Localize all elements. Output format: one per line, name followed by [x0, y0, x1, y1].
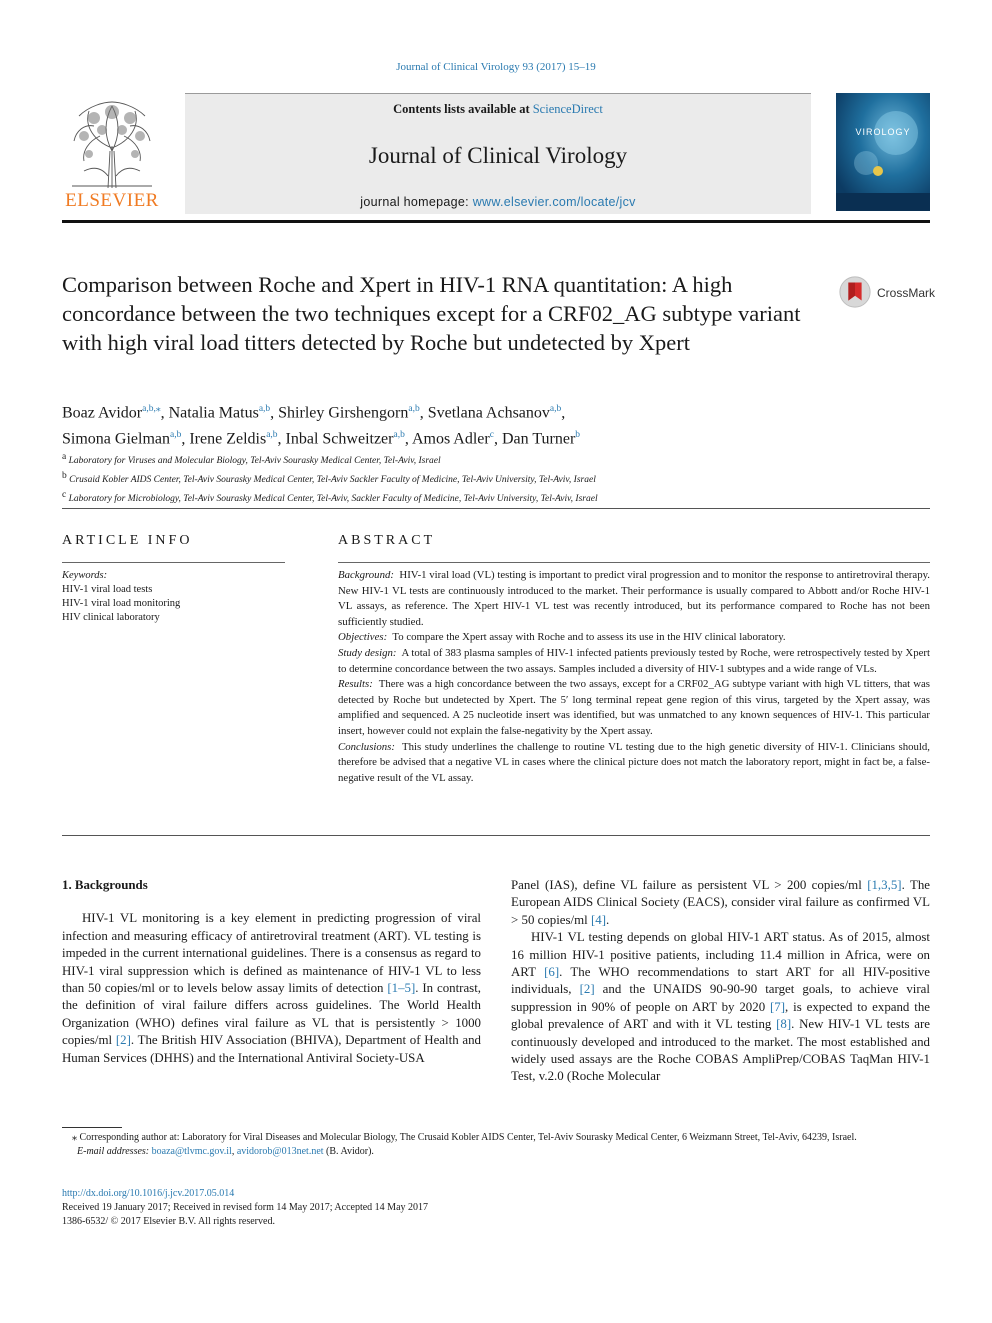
- author-name[interactable]: Svetlana Achsanov: [427, 404, 550, 422]
- body-paragraph: [62, 910, 481, 1067]
- abstract-heading: ABSTRACT: [338, 533, 436, 548]
- author-separator: ,: [561, 404, 566, 422]
- article-title: Comparison between Roche and Xpert in HIV-1 RNA quantitation: A high concordance between the two techniques except for a CRF02_AG subtype variant with high viral load titters detected by Roche but undetected by Xpert: [62, 272, 801, 355]
- body-column-right: [511, 877, 930, 1086]
- author-separator: ,: [419, 404, 428, 422]
- copyright: 1386-6532/ © 2017 Elsevier B.V. All rights reserved.: [62, 1216, 275, 1227]
- abstract-study-design: [338, 646, 930, 677]
- affiliation-text: Crusaid Kobler AIDS Center, Tel-Aviv Sourasky Medical Center, Tel-Aviv Sackler Faculty of Medicine, Tel-Aviv University, Tel-Aviv, Israel: [69, 475, 596, 486]
- keyword-item: HIV clinical laboratory: [62, 612, 160, 623]
- elsevier-tree-icon: [64, 96, 160, 192]
- author-affiliation-mark[interactable]: a,b: [258, 404, 271, 414]
- author-name[interactable]: Dan Turner: [501, 430, 576, 448]
- homepage-link[interactable]: www.elsevier.com/locate/jcv: [472, 195, 636, 209]
- abstract-label: Objectives:: [338, 631, 388, 644]
- email-link[interactable]: avidorob@013net.net: [236, 1146, 324, 1157]
- contents-line: [185, 102, 811, 117]
- doi-link[interactable]: http://dx.doi.org/10.1016/j.jcv.2017.05.014: [62, 1188, 235, 1199]
- header-rule: [62, 220, 930, 223]
- sciencedirect-link[interactable]: ScienceDirect: [532, 102, 603, 116]
- author-name[interactable]: Boaz Avidor: [62, 404, 143, 422]
- cover-title: VIROLOGY: [855, 127, 911, 137]
- abstract-results: [338, 677, 930, 739]
- text-run: HIV-1 VL testing depends on global HIV-1 ART status. As of 2015, almost 16 million HIV-1 positive patients, including 11.4 million in Africa, were on ART: [511, 930, 930, 980]
- section-heading: 1. Backgrounds: [62, 878, 148, 892]
- author-separator: ,: [181, 430, 190, 448]
- author-name[interactable]: Irene Zeldis: [189, 430, 267, 448]
- divider: [338, 562, 930, 563]
- corresponding-author-note: [62, 1131, 930, 1145]
- author-affiliation-mark[interactable]: b: [575, 430, 581, 441]
- author-affiliation-mark[interactable]: c: [489, 430, 494, 441]
- abstract-text: There was a high concordance between the two assays, except for a CRF02_AG subtype variant with high VL titters, that was detected by Roche but undetected by Xpert. The 5′ long terminal repeat gene region of this virus, targeted by the Xpert assay, was amplified and sequenced. A 25 nucleotide insert was identified, but was unmatched to any known sequences of HIV-1. This particular insert, however could not explain the false-negativity by the Xpert assay.: [338, 678, 930, 737]
- footnote-rule: [62, 1127, 122, 1128]
- article-info-heading: ARTICLE INFO: [62, 533, 193, 548]
- keyword-item: HIV-1 viral load tests: [62, 584, 153, 595]
- text-run: . In contrast, the definition of viral failure differs across guidelines. The World Health Organization (WHO) defines viral failure as VL that is persistently > 1000 copies/ml: [62, 981, 482, 1048]
- author-affiliation-mark[interactable]: a,b: [393, 430, 405, 441]
- email-label: E-mail addresses:: [77, 1146, 150, 1157]
- author-separator: ,: [160, 404, 169, 422]
- divider: [62, 835, 930, 836]
- abstract-label: Conclusions:: [338, 740, 395, 753]
- article-footer: [62, 1187, 930, 1229]
- affiliation-item: [62, 469, 930, 488]
- author-affiliation-mark[interactable]: a,b,: [142, 404, 156, 414]
- author-affiliation-mark[interactable]: a,b: [549, 404, 562, 414]
- author-separator: ,: [404, 430, 412, 448]
- text-run: .: [605, 912, 610, 927]
- citation-link[interactable]: [1,3,5]: [867, 878, 902, 892]
- citation-link[interactable]: [7]: [770, 999, 786, 1014]
- corresponding-text: Corresponding author at: Laboratory for Viral Diseases and Molecular Biology, The Crusaid Kobler AIDS Center, Tel-Aviv Sourasky Medical Center, 6 Weizmann Street, Tel-Aviv, 64239, Israel.: [79, 1132, 857, 1143]
- text-run: Panel (IAS), define VL failure as persistent VL > 200 copies/ml: [511, 878, 868, 892]
- abstract-text: To compare the Xpert assay with Roche and to assess its use in the HIV clinical laboratory.: [392, 631, 786, 644]
- affiliation-list: [62, 450, 930, 507]
- affiliation-text: Laboratory for Microbiology, Tel-Aviv Sourasky Medical Center, Tel-Aviv, Sackler Faculty of Medicine, Tel-Aviv University, Tel-Aviv, Israel: [68, 494, 598, 505]
- abstract-text: A total of 383 plasma samples of HIV-1 infected patients previously tested by Roche, were retrospectively tested by Xpert to determine concordance between the two assays. Samples included a diversity of HIV-1 subtypes and a wide range of VLs.: [338, 646, 930, 675]
- author-separator: ,: [277, 430, 286, 448]
- keywords-label: Keywords:: [62, 570, 108, 581]
- keywords-block: [62, 569, 292, 625]
- citation-link[interactable]: [2]: [579, 982, 595, 997]
- citation-link[interactable]: [2]: [115, 1033, 131, 1048]
- text-run: . The WHO recommendations to start ART for all HIV-positive individuals,: [511, 965, 931, 997]
- corresponding-author-mark[interactable]: ⁎: [155, 404, 161, 414]
- journal-banner: [185, 93, 811, 214]
- author-separator: ,: [270, 404, 279, 422]
- author-name[interactable]: Amos Adler: [411, 430, 490, 448]
- abstract-conclusions: [338, 740, 930, 787]
- citation-link[interactable]: [6]: [544, 965, 560, 980]
- citation-link[interactable]: [8]: [776, 1017, 792, 1032]
- divider: [62, 508, 930, 509]
- journal-cover-image: [836, 93, 930, 211]
- author-affiliation-mark[interactable]: a,b: [169, 430, 182, 441]
- affiliation-item: [62, 450, 930, 469]
- body-paragraph: [511, 877, 930, 929]
- homepage-line: [185, 195, 811, 209]
- body-paragraph: [511, 929, 930, 1086]
- body-column-left: [62, 877, 481, 1067]
- email-suffix: (B. Avidor).: [323, 1146, 374, 1157]
- keyword-item: HIV-1 viral load monitoring: [62, 598, 181, 609]
- affiliation-item: [62, 488, 930, 507]
- abstract-label: Study design:: [338, 646, 397, 659]
- abstract-objectives: [338, 630, 930, 646]
- text-run: . The European AIDS Clinical Society (EACS), consider viral failure as confirmed VL > 50 copies/ml: [511, 878, 930, 927]
- author-affiliation-mark[interactable]: a,b: [266, 430, 278, 441]
- author-name[interactable]: Shirley Girshengorn: [278, 404, 409, 422]
- author-separator: ,: [493, 430, 502, 448]
- affiliation-mark: b: [62, 471, 67, 482]
- homepage-label: journal homepage:: [360, 195, 473, 209]
- elsevier-wordmark: ELSEVIER: [65, 190, 159, 211]
- text-run: HIV-1 VL monitoring is a key element in predicting progression of viral infection and measuring efficacy of antiretroviral treatment (ART). VL testing is impeded in the current international guidelines. There is a consensus as regard to HIV-1 viral suppression which is defined as maintenance of HIV-1 VL to less than 50 copies/ml or to levels below assay limits of detection: [62, 911, 481, 996]
- text-run: , is expected to expand the global prevalence of ART and with it VL testing: [511, 999, 930, 1032]
- author-affiliation-mark[interactable]: a,b: [408, 404, 420, 414]
- email-note: [62, 1145, 930, 1159]
- contents-label: Contents lists available at: [393, 102, 533, 116]
- journal-cover[interactable]: [836, 93, 930, 211]
- affiliation-mark: a: [62, 452, 67, 462]
- abstract-label: Background:: [338, 569, 394, 581]
- abstract-background: [338, 568, 930, 630]
- footnotes: [62, 1131, 930, 1159]
- abstract-label: Results:: [338, 678, 373, 691]
- citation-link[interactable]: [1–5]: [387, 981, 416, 996]
- received-dates: Received 19 January 2017; Received in revised form 14 May 2017; Accepted 14 May 2017: [62, 1202, 429, 1213]
- crossmark-icon: [838, 275, 872, 309]
- text-run: . New HIV-1 VL tests are continuously developed and introduced to the market. The most established and widely used assays are the Roche COBAS AmpliPrep/COBAS TaqMan HIV-1 Test, v.2.0 (Roche Molecular: [511, 1017, 931, 1084]
- footnote-mark: ⁎: [72, 1132, 77, 1143]
- author-name[interactable]: Inbal Schweitzer: [285, 430, 394, 448]
- author-name[interactable]: Simona Gielman: [62, 430, 170, 448]
- abstract-text: HIV-1 viral load (VL) testing is important to predict viral progression and to monitor the response to antiretroviral therapy. New HIV-1 VL tests are continuously introduced to the market. Their performance is usually compared to Abbott and/or Roche HIV-1 VL assays, as reference. The Xpert HIV-1 VL test was recently introduced, but its performance compared to Roche has not been sufficiently studied.: [338, 569, 930, 628]
- journal-title: Journal of Clinical Virology: [368, 143, 628, 168]
- text-run: . The British HIV Association (BHIVA), Department of Health and Human Services (DHHS) and the International Antiviral Society-USA: [62, 1033, 481, 1065]
- citation-link[interactable]: [4]: [590, 912, 606, 927]
- elsevier-logo: [62, 96, 162, 214]
- crossmark-label: CrossMark: [877, 286, 936, 300]
- author-list: [62, 398, 930, 451]
- affiliation-mark: c: [62, 490, 67, 501]
- abstract-text: This study underlines the challenge to routine VL testing due to the high genetic diversity of HIV-1. Clinicians should, therefore be advised that a negative VL in cases where the clinical picture does not match the laboratory report, might in fact be, a false-negative result of the VL assay.: [338, 740, 930, 784]
- abstract-body: [338, 568, 930, 786]
- affiliation-text: Laboratory for Viruses and Molecular Biology, Tel-Aviv Sourasky Medical Center, Tel-Aviv, Israel: [68, 456, 441, 467]
- text-run: and the UNAIDS 90-90-90 target goals, to achieve viral suppression in 90% of people on ART by 2020: [511, 982, 930, 1014]
- crossmark-badge[interactable]: [838, 275, 938, 311]
- journal-citation[interactable]: Journal of Clinical Virology 93 (2017) 15–19: [396, 61, 596, 73]
- email-link[interactable]: boaza@tlvmc.gov.il: [151, 1146, 232, 1157]
- email-separator: ,: [231, 1146, 237, 1157]
- author-name[interactable]: Natalia Matus: [168, 404, 259, 422]
- divider: [62, 562, 285, 563]
